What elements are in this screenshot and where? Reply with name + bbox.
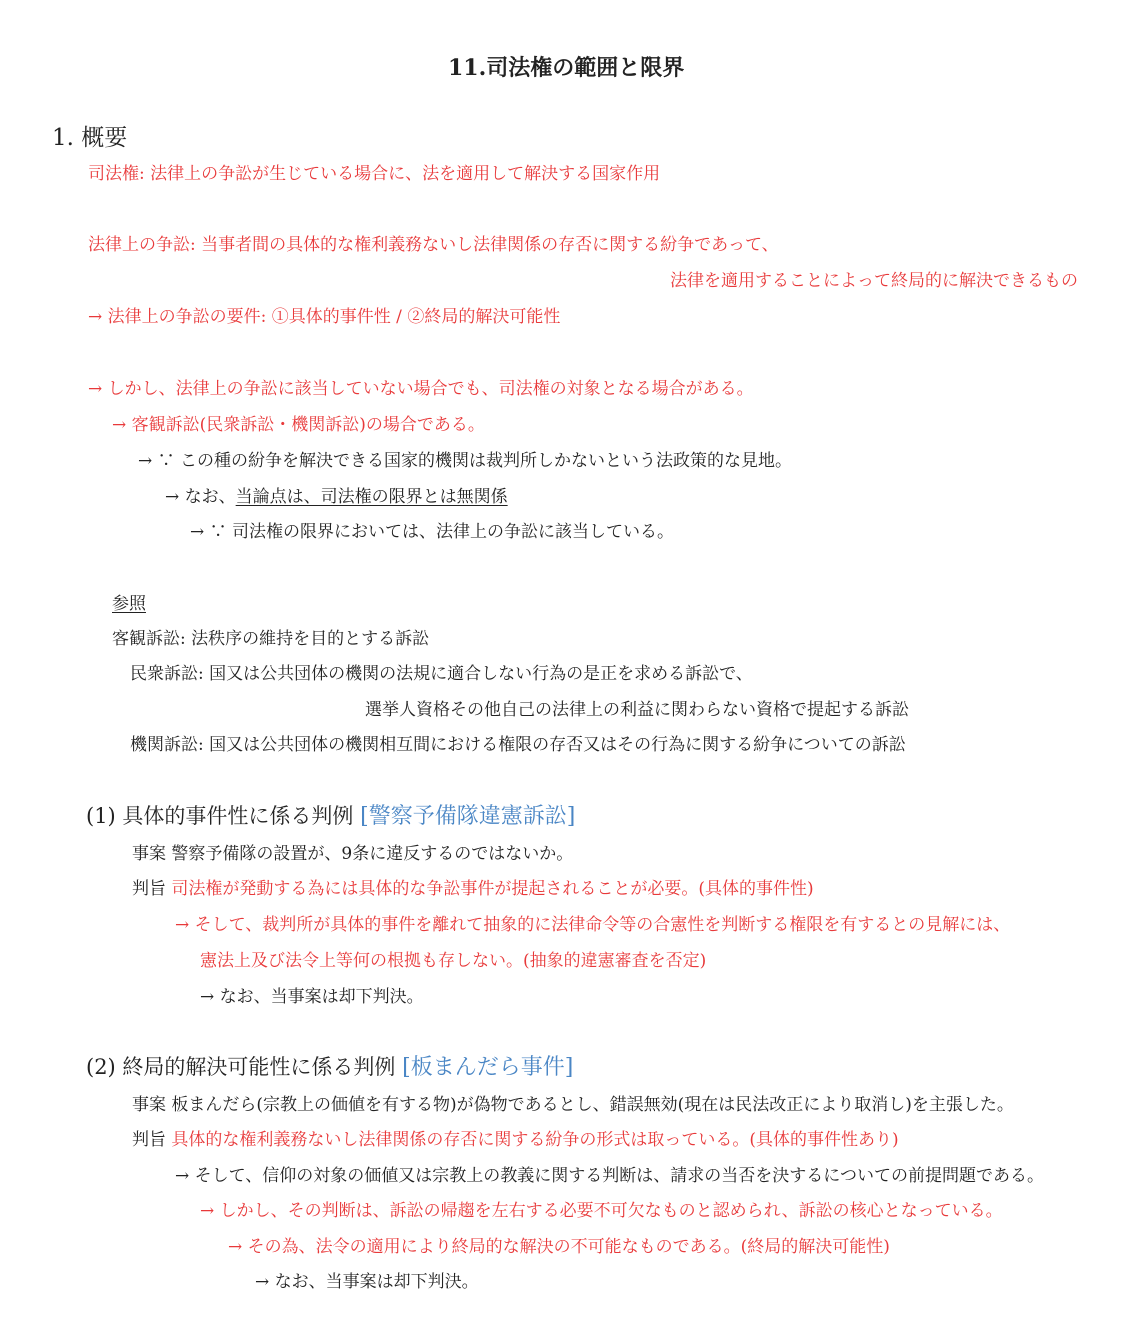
section-heading-overview: 1. 概要 (52, 125, 128, 151)
exception-note: → しかし、法律上の争訟に該当していない場合でも、司法権の対象となる場合がある。 (88, 379, 754, 399)
reference-objective-litigation: 客観訴訟: 法秩序の維持を目的とする訴訟 (112, 629, 430, 649)
ruling-continuation-2: → しかし、その判断は、訴訟の帰趨を左右する必要不可欠なものと認められ、訴訟の核心となっている。 (200, 1201, 1003, 1221)
case-name-police-reserve: [警察予備隊違憲訴訟] (360, 804, 576, 829)
case-ruling (132, 1128, 899, 1152)
ruling-continuation-3: → その為、法令の適用により終局的な解決の不可能なものである。(終局的解決可能性) (228, 1237, 890, 1257)
ruling-text: 具体的な権利義務ないし法律関係の存否に関する紛争の形式は取っている。(具体的事件性あり) (171, 1130, 899, 1150)
ruling-continuation: → そして、裁判所が具体的事件を離れて抽象的に法律命令等の合憲性を判断する権限を有するとの見解には、 (175, 915, 1011, 935)
section-heading-finality (86, 1055, 573, 1080)
section-heading-concreteness-text: (1) 具体的事件性に係る判例 (86, 804, 354, 828)
unrelated-note (165, 485, 508, 509)
case-facts: 事案 板まんだら(宗教上の価値を有する物)が偽物であるとし、錯誤無効(現在は民法改正により取消し)を主張した。 (132, 1095, 1014, 1115)
case-name-itamandara: [板まんだら事件] (402, 1055, 574, 1080)
reference-agency-litigation: 機関訴訟: 国又は公共団体の機関相互間における権限の存否又はその行為に関する紛争についての訴訟 (130, 735, 906, 755)
section-heading-finality-text: (2) 終局的解決可能性に係る判例 (86, 1055, 396, 1079)
ruling-continuation: → そして、信仰の対象の価値又は宗教上の教義に関する判断は、請求の当否を決するについての前提問題である。 (175, 1166, 1044, 1186)
definition-legal-dispute-cont: 法律を適用することによって終局的に解決できるもの (670, 271, 1078, 291)
ruling-label: 判旨 (132, 1130, 166, 1150)
unrelated-note-underlined: 当論点は、司法権の限界とは無関係 (235, 487, 508, 507)
unrelated-note-prefix: → なお、 (165, 487, 236, 507)
case-ruling (132, 877, 814, 901)
reference-popular-action: 民衆訴訟: 国又は公共団体の機関の法規に適合しない行為の是正を求める訴訟で、 (130, 664, 753, 684)
ruling-text: 司法権が発動する為には具体的な争訟事件が提起されることが必要。(具体的事件性) (171, 879, 814, 899)
reference-heading: 参照 (112, 594, 146, 614)
definition-judicial-power: 司法権: 法律上の争訟が生じている場合に、法を適用して解決する国家作用 (88, 164, 661, 184)
ruling-label: 判旨 (132, 879, 166, 899)
section-heading-concreteness (86, 804, 575, 829)
definition-legal-dispute: 法律上の争訟: 当事者間の具体的な権利義務ないし法律関係の存否に関する紛争であって、 (88, 235, 779, 255)
reason-limit-note: → ∵ 司法権の限界においては、法律上の争訟に該当している。 (190, 522, 675, 542)
objective-litigation-note: → 客観訴訟(民衆訴訟・機関訴訟)の場合である。 (112, 415, 485, 435)
ruling-continuation-2: 憲法上及び法令上等何の根拠も存しない。(抽象的違憲審査を否定) (200, 951, 707, 971)
ruling-dismissal-note: → なお、当事案は却下判決。 (200, 987, 424, 1007)
legal-dispute-requirements: → 法律上の争訟の要件: ①具体的事件性 / ②終局的解決可能性 (88, 307, 561, 327)
ruling-dismissal-note: → なお、当事案は却下判決。 (255, 1272, 479, 1292)
reason-note: → ∵ この種の紛争を解決できる国家的機関は裁判所しかないという法政策的な見地。 (138, 451, 793, 471)
case-facts: 事案 警察予備隊の設置が、9条に違反するのではないか。 (132, 844, 574, 864)
reference-popular-action-cont: 選挙人資格その他自己の法律上の利益に関わらない資格で提起する訴訟 (365, 700, 909, 720)
page-title: 11.司法権の範囲と限界 (448, 55, 685, 81)
